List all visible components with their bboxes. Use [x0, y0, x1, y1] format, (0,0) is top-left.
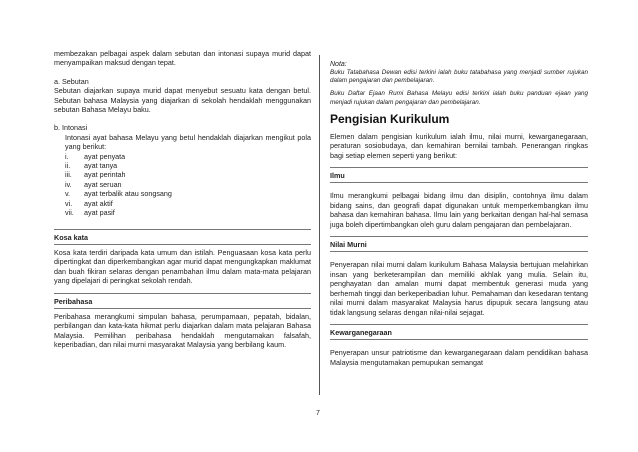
divider [54, 293, 311, 294]
list-item: vii. ayat pasif [65, 208, 115, 218]
list-item: v. ayat terbalik atau songsang [65, 189, 172, 199]
divider [330, 324, 588, 325]
intro-paragraph: membezakan pelbagai aspek dalam sebutan dan intonasi supaya murid dapat menyampaikan maksud dengan tepat. [54, 49, 311, 68]
list-item: ii. ayat tanya [65, 161, 118, 171]
sebutan-label: a. Sebutan [54, 76, 89, 86]
intonasi-label: b. Intonasi [54, 123, 88, 133]
divider [330, 251, 588, 252]
list-item: iv. ayat seruan [65, 179, 122, 189]
list-item: iii. ayat perintah [65, 170, 126, 180]
section-intro: Elemen dalam pengisian kurikulum ialah ilmu, nilai murni, kewarganegaraan, peraturan sosiobudaya, dan kemahiran bernilai tambah. Penerangan ringkas bagi setiap elemen seperti yang berikut: [330, 131, 588, 160]
nota-item-1: Buku Tatabahasa Dewan edisi terkini ialah buku tatabahasa yang menjadi sumber rujukan dalam pengajaran dan pembelajaran. [330, 69, 588, 85]
divider [330, 182, 588, 183]
list-item: vi. ayat aktif [65, 198, 113, 208]
ilmu-text: Ilmu merangkumi pelbagai bidang ilmu dan disiplin, contohnya ilmu dalam bidang sains, dan geografi dapat digunakan untuk memperkembangkan ilmu bahasa dan kemahiran bahasa. Ilmu lain yang berkaitan dengan hal-hal semasa juga boleh dipertimbangkan oleh guru dalam pengajaran dan pembelajaran. [330, 191, 588, 229]
nota-label: Nota: [330, 61, 347, 68]
peribahasa-heading: Peribahasa [54, 296, 93, 306]
page-number: 7 [316, 410, 320, 417]
divider [330, 339, 588, 340]
divider [54, 244, 311, 245]
peribahasa-text: Peribahasa merangkumi simpulan bahasa, perumpamaan, pepatah, bidalan, perbilangan dan kata-kata hikmat perlu diajarkan dalam mata pelajaran Bahasa Malaysia. Pemilihan peribahasa hendaklah mengutamakan falsafah, keperibadian, dan nilai murni masyarakat Malaysia yang berbilang kaum. [54, 311, 311, 350]
divider [330, 236, 588, 237]
kewarganegaraan-text: Penyerapan unsur patriotisme dan kewarganegaraan dalam pendidikan bahasa Malaysia mengutamakan pemupukan semangat [330, 348, 588, 367]
list-item: i. ayat penyata [65, 151, 126, 161]
column-divider [319, 55, 320, 395]
nota-item-2: Buku Daftar Ejaan Rumi Bahasa Melayu edisi terkini ialah buku panduan ejaan yang menjadi rujukan dalam pengajaran dan pembelajaran. [330, 90, 588, 106]
kosa-kata-heading: Kosa kata [54, 232, 88, 242]
ilmu-heading: Ilmu [330, 171, 345, 181]
nilai-murni-text: Penyerapan nilai murni dalam kurikulum Bahasa Malaysia bertujuan melahirkan insan yang berketerampilan dan memiliki akhlak yang mulia. Selain itu, penghayatan dan amalan murni dapat membentuk generasi muda yang berhemah tinggi dan berkeperibadian luhur. Pemahaman dan kesedaran tentang nilai murni dalam masyarakat Malaysia harus dipupuk secara langsung atau tidak langsung selaras dengan nilai-nilai sejagat. [330, 260, 588, 317]
section-title: Pengisian Kurikulum [330, 111, 450, 126]
intonasi-list [54, 152, 311, 218]
left-column [54, 49, 311, 350]
sebutan-text: Sebutan diajarkan supaya murid dapat menyebut sesuatu kata dengan betul. Sebutan bahasa Malaysia yang diajarkan di sekolah hendaklah menggunakan sebutan Bahasa Melayu baku. [54, 86, 311, 115]
kewarganegaraan-heading: Kewarganegaraan [330, 327, 392, 337]
intonasi-text: Intonasi ayat bahasa Melayu yang betul hendaklah diajarkan mengikut pola yang berikut: [65, 132, 311, 152]
kosa-kata-text: Kosa kata terdiri daripada kata umum dan istilah. Penguasaan kosa kata perlu dipertingkat dan diperkembangkan agar murid dapat mengungkapkan maklumat dan buah fikiran selaras dengan penambahan ilmu dalam mata-mata pelajaran yang dipelajari di peringkat sekolah rendah. [54, 247, 311, 286]
nilai-murni-heading: Nilai Murni [330, 240, 367, 250]
divider [54, 308, 311, 309]
right-column [330, 60, 588, 367]
divider [54, 229, 311, 230]
divider [330, 167, 588, 168]
